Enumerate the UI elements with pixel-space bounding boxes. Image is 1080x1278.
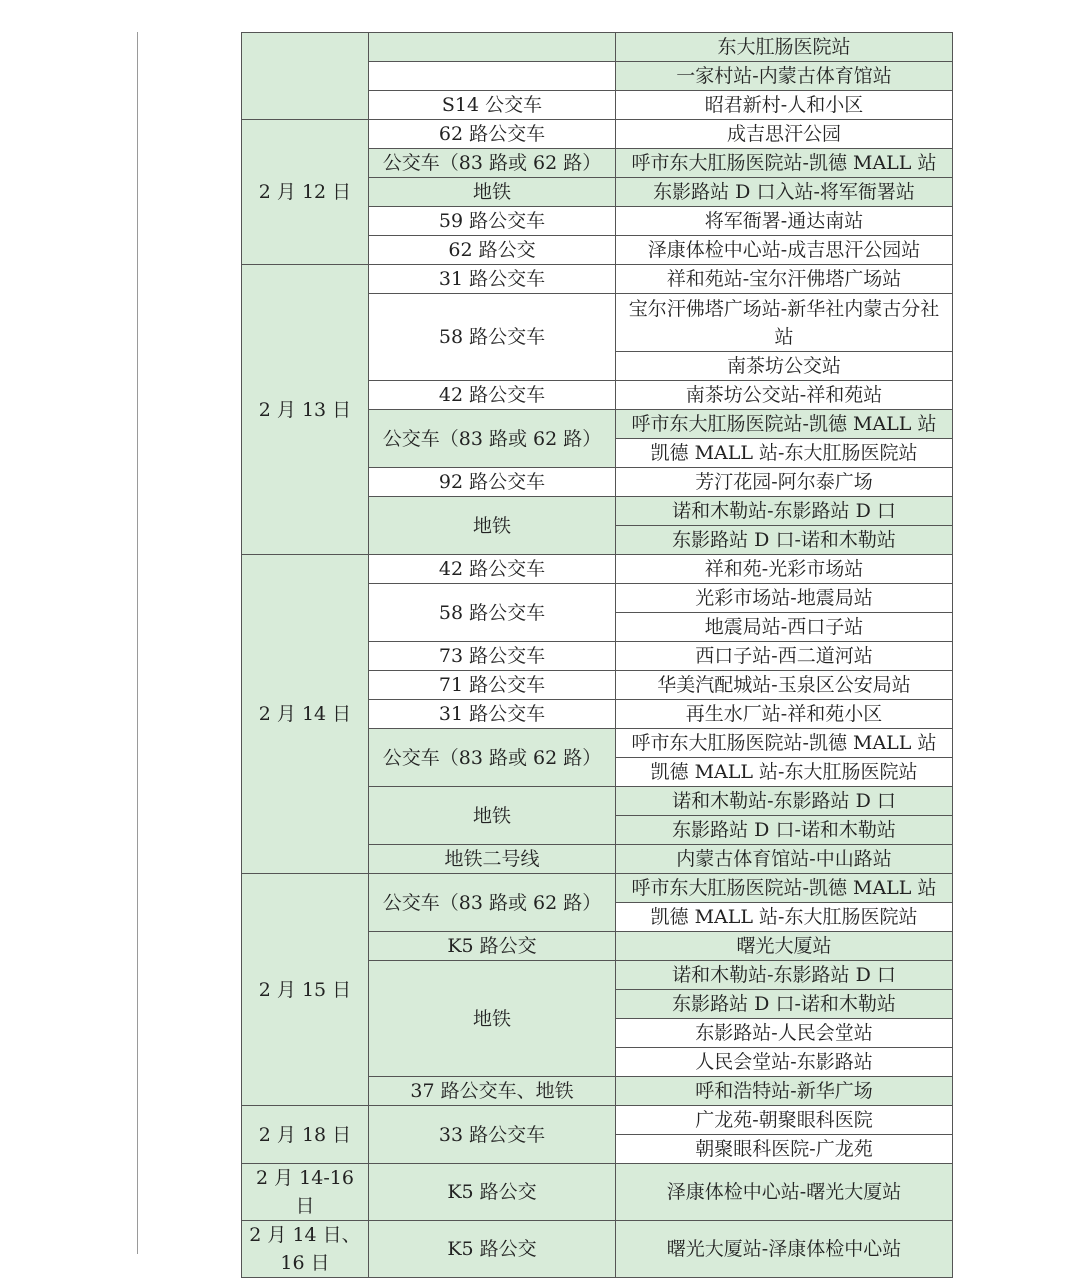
route-cell: 宝尔汗佛塔广场站-新华社内蒙古分社站 [616, 294, 953, 352]
route-cell: 泽康体检中心站-曙光大厦站 [616, 1164, 953, 1221]
transport-mode-cell: 42 路公交车 [369, 381, 616, 410]
transport-mode-cell: 公交车（83 路或 62 路） [369, 410, 616, 468]
route-cell: 南茶坊公交站 [616, 352, 953, 381]
route-cell: 东影路站-人民会堂站 [616, 1019, 953, 1048]
transport-mode-cell: 地铁 [369, 497, 616, 555]
route-cell: 呼市东大肛肠医院站-凯德 MALL 站 [616, 149, 953, 178]
route-cell: 呼市东大肛肠医院站-凯德 MALL 站 [616, 729, 953, 758]
date-cell: 2 月 13 日 [242, 265, 369, 555]
route-cell: 再生水厂站-祥和苑小区 [616, 700, 953, 729]
date-cell: 2 月 15 日 [242, 874, 369, 1106]
route-cell: 华美汽配城站-玉泉区公安局站 [616, 671, 953, 700]
page-margin-rule [137, 32, 138, 1254]
transport-mode-cell: K5 路公交 [369, 932, 616, 961]
route-cell: 广龙苑-朝聚眼科医院 [616, 1106, 953, 1135]
route-cell: 曙光大厦站-泽康体检中心站 [616, 1221, 953, 1278]
route-cell: 昭君新村-人和小区 [616, 91, 953, 120]
route-cell: 西口子站-西二道河站 [616, 642, 953, 671]
route-cell: 呼市东大肛肠医院站-凯德 MALL 站 [616, 410, 953, 439]
route-cell: 地震局站-西口子站 [616, 613, 953, 642]
transport-mode-cell: 地铁 [369, 961, 616, 1077]
table-row [242, 120, 953, 149]
route-cell: 诺和木勒站-东影路站 D 口 [616, 787, 953, 816]
table-row [242, 33, 953, 62]
transport-mode-cell: 公交车（83 路或 62 路） [369, 149, 616, 178]
route-cell: 东影路站 D 口-诺和木勒站 [616, 816, 953, 845]
transport-mode-cell: 62 路公交车 [369, 120, 616, 149]
table-row [242, 265, 953, 294]
table-row [242, 555, 953, 584]
route-cell: 曙光大厦站 [616, 932, 953, 961]
date-cell: 2 月 14-16 日 [242, 1164, 369, 1221]
transport-mode-cell: 73 路公交车 [369, 642, 616, 671]
transport-mode-cell: 31 路公交车 [369, 700, 616, 729]
route-cell: 将军衙署-通达南站 [616, 207, 953, 236]
transport-mode-cell: 33 路公交车 [369, 1106, 616, 1164]
table-row [242, 1164, 953, 1221]
transport-mode-cell: 71 路公交车 [369, 671, 616, 700]
transport-mode-cell: 92 路公交车 [369, 468, 616, 497]
transport-mode-cell: 58 路公交车 [369, 584, 616, 642]
route-cell: 南茶坊公交站-祥和苑站 [616, 381, 953, 410]
transport-mode-cell: S14 公交车 [369, 91, 616, 120]
transport-mode-cell: 地铁 [369, 178, 616, 207]
route-cell: 芳汀花园-阿尔泰广场 [616, 468, 953, 497]
transport-mode-cell: 31 路公交车 [369, 265, 616, 294]
transport-mode-cell: 59 路公交车 [369, 207, 616, 236]
route-cell: 凯德 MALL 站-东大肛肠医院站 [616, 439, 953, 468]
route-cell: 东大肛肠医院站 [616, 33, 953, 62]
route-cell: 东影路站 D 口入站-将军衙署站 [616, 178, 953, 207]
transport-mode-cell: 公交车（83 路或 62 路） [369, 874, 616, 932]
route-cell: 人民会堂站-东影路站 [616, 1048, 953, 1077]
table-row [242, 874, 953, 903]
route-cell: 呼和浩特站-新华广场 [616, 1077, 953, 1106]
transport-mode-cell: 58 路公交车 [369, 294, 616, 381]
route-cell: 成吉思汗公园 [616, 120, 953, 149]
transport-mode-cell: 公交车（83 路或 62 路） [369, 729, 616, 787]
route-cell: 内蒙古体育馆站-中山路站 [616, 845, 953, 874]
table-row [242, 1221, 953, 1278]
route-cell: 朝聚眼科医院-广龙苑 [616, 1135, 953, 1164]
date-cell: 2 月 18 日 [242, 1106, 369, 1164]
date-cell: 2 月 14 日、16 日 [242, 1221, 369, 1278]
route-cell: 东影路站 D 口-诺和木勒站 [616, 990, 953, 1019]
route-cell: 祥和苑站-宝尔汗佛塔广场站 [616, 265, 953, 294]
transport-mode-cell [369, 62, 616, 91]
route-cell: 一家村站-内蒙古体育馆站 [616, 62, 953, 91]
route-cell: 祥和苑-光彩市场站 [616, 555, 953, 584]
itinerary-table-body [242, 33, 953, 1278]
date-cell: 2 月 12 日 [242, 120, 369, 265]
route-cell: 凯德 MALL 站-东大肛肠医院站 [616, 903, 953, 932]
transport-mode-cell [369, 33, 616, 62]
transport-mode-cell: K5 路公交 [369, 1221, 616, 1278]
transport-mode-cell: 地铁二号线 [369, 845, 616, 874]
route-cell: 光彩市场站-地震局站 [616, 584, 953, 613]
transport-mode-cell: 37 路公交车、地铁 [369, 1077, 616, 1106]
date-cell [242, 33, 369, 120]
transport-mode-cell: 地铁 [369, 787, 616, 845]
itinerary-table [241, 32, 953, 1278]
transport-mode-cell: 42 路公交车 [369, 555, 616, 584]
route-cell: 东影路站 D 口-诺和木勒站 [616, 526, 953, 555]
transport-mode-cell: 62 路公交 [369, 236, 616, 265]
date-cell: 2 月 14 日 [242, 555, 369, 874]
table-row [242, 1106, 953, 1135]
route-cell: 凯德 MALL 站-东大肛肠医院站 [616, 758, 953, 787]
route-cell: 呼市东大肛肠医院站-凯德 MALL 站 [616, 874, 953, 903]
route-cell: 泽康体检中心站-成吉思汗公园站 [616, 236, 953, 265]
route-cell: 诺和木勒站-东影路站 D 口 [616, 497, 953, 526]
transport-mode-cell: K5 路公交 [369, 1164, 616, 1221]
route-cell: 诺和木勒站-东影路站 D 口 [616, 961, 953, 990]
